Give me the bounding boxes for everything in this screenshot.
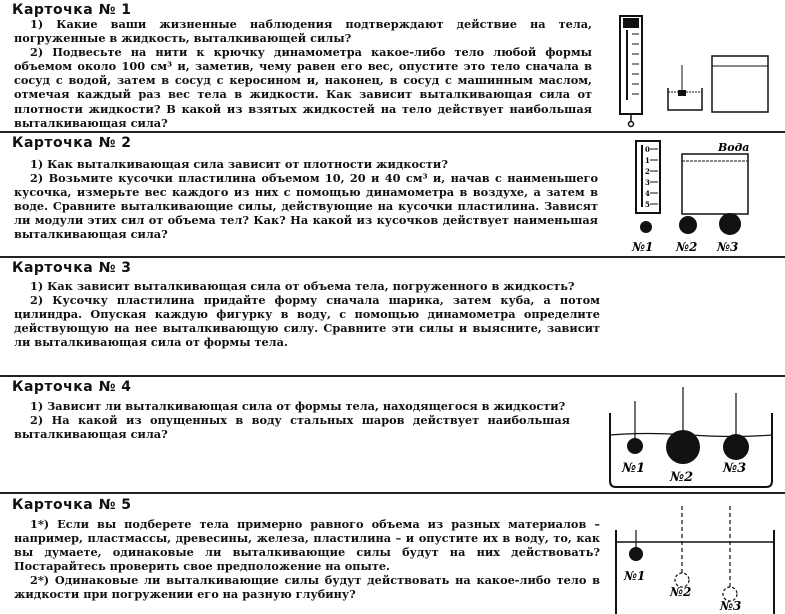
card-3 (0, 256, 785, 374)
card-1-title: Карточка № 1 (12, 2, 132, 18)
ball-label-2: №2 (670, 585, 692, 599)
ball-label-1: №1 (622, 461, 646, 476)
piece-label-1: №1 (632, 240, 654, 254)
card-2-paragraph-2: 2) Возьмите кусочки пластилина объемом 10, 20 и 40 см³ и, начав с наименьшего кусочка, измерьте вес каждого из них с помощью динамометра в воздухе, а затем в воде. Сравните выталкивающие силы, действующие на кусочки пластилина. Зависят ли модули этих сил от объема тел? Как? На какой из кусочков действует наименьшая выталкивающая сила? (14, 171, 598, 242)
plasticine-piece-2-icon (679, 216, 697, 234)
card-4-paragraph-1: 1) Зависит ли выталкивающая сила от формы тела, находящегося в жидкости? (30, 399, 566, 413)
steel-ball-2-icon (666, 430, 700, 464)
piece-label-2: №2 (676, 240, 698, 254)
scale-tick-5: 5 (645, 200, 650, 209)
scale-tick-2: 2 (645, 167, 650, 176)
plasticine-piece-3-icon (719, 213, 741, 235)
water-label: Вода (718, 141, 750, 154)
ball-label-2: №2 (670, 470, 694, 485)
card-1-text (14, 17, 592, 130)
card-2-paragraph-1: 1) Как выталкивающая сила зависит от плотности жидкости? (30, 157, 448, 171)
card-4-paragraph-2: 2) На какой из опущенных в воду стальных шаров действует наибольшая выталкивающая сила? (14, 413, 570, 442)
card-1 (0, 0, 785, 130)
card-3-paragraph-1: 1) Как зависит выталкивающая сила от объема тела, погруженного в жидкость? (30, 279, 575, 293)
steel-ball-1-icon (627, 438, 643, 454)
scale-tick-3: 3 (645, 178, 650, 187)
card-4-title: Карточка № 4 (12, 379, 132, 395)
card-1-figure (610, 10, 780, 128)
card-1-paragraph-1: 1) Какие ваши жизненные наблюдения подтверждают действие на тела, погруженные в жидкость, выталкивающей силы? (14, 17, 592, 46)
dynamometer-icon (620, 16, 642, 114)
piece-label-3: №3 (717, 240, 739, 254)
card-3-paragraph-2: 2) Кусочку пластилина придайте форму сначала шарика, затем куба, а потом цилиндра. Опуская каждую фигурку в воду, с помощью динамометра определите действующую на нее выталкивающую силу. Сравните эти силы и выясните, зависит ли выталкивающая сила от формы тела. (14, 293, 600, 350)
card-5-title: Карточка № 5 (12, 497, 132, 513)
card-3-text (14, 279, 600, 349)
ball-label-1: №1 (624, 569, 646, 583)
card-5-figure (610, 500, 780, 614)
card-4-text (14, 399, 570, 441)
scale-tick-1: 1 (645, 156, 650, 165)
card-4-figure (600, 383, 780, 491)
card-2-figure (620, 137, 780, 255)
card-5 (0, 492, 785, 613)
card-3-title: Карточка № 3 (12, 260, 132, 276)
card-5-paragraph-1: 1*) Если вы подберете тела примерно равного объема из разных материалов – например, пластмассы, древесины, железа, пластилина – и опустите их в воду, то, как вы думаете, одинаковые ли выталкивающие силы будут на них действовать? Постарайтесь проверить свое предположение на опыте. (14, 517, 600, 574)
card-5-paragraph-2: 2*) Одинаковые ли выталкивающие силы будут действовать на какое-либо тело в жидкости при погружении его на разную глубину? (14, 573, 600, 602)
card-2-text (14, 157, 598, 242)
card-1-paragraph-2: 2) Подвесьте на нити к крючку динамометра какое-либо тело любой формы объемом около 100 см³ и, заметив, чему равен его вес, опустите это тело сначала в сосуд с водой, затем в сосуд с керосином и, наконец, в сосуд с машинным маслом, отмечая каждый раз вес тела в жидкости. Как зависит выталкивающая сила от плотности жидкости? В какой из взятых жидкостей на тело действует наибольшая выталкивающая сила? (14, 45, 592, 130)
water-vessel-icon (682, 154, 748, 214)
ball-1-icon (629, 547, 643, 561)
card-2-title: Карточка № 2 (12, 135, 132, 151)
card-5-text (14, 517, 600, 602)
liquid-vessel-icon (712, 56, 768, 112)
steel-ball-3-icon (723, 434, 749, 460)
card-2 (0, 131, 785, 255)
scale-tick-0: 0 (645, 145, 650, 154)
scale-tick-4: 4 (645, 189, 650, 198)
card-4 (0, 375, 785, 491)
plasticine-piece-1-icon (640, 221, 652, 233)
ball-label-3: №3 (723, 461, 747, 476)
ball-label-3: №3 (720, 599, 742, 613)
